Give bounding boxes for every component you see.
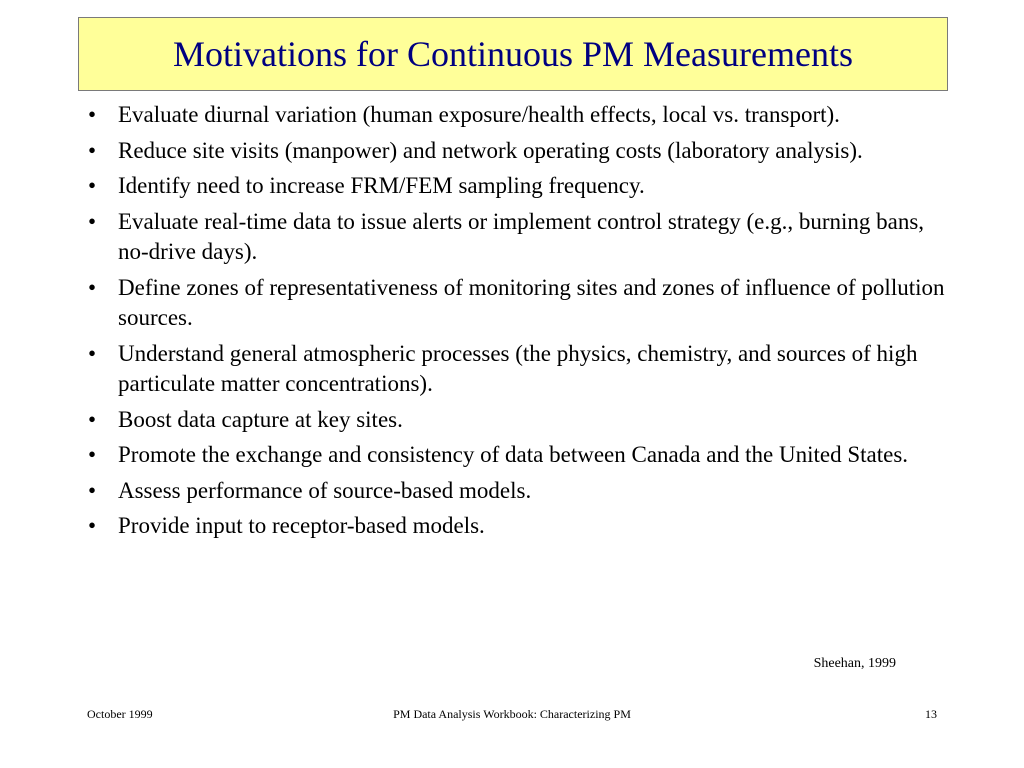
- bullet-dot-icon: •: [88, 477, 97, 503]
- bullet-item: [88, 207, 948, 268]
- bullet-text: Understand general atmospheric processes (the physics, chemistry, and sources of high particulate matter concentrations).: [118, 340, 918, 396]
- bullet-item: [88, 511, 948, 542]
- bullet-item: [88, 405, 948, 436]
- footer-title: PM Data Analysis Workbook: Characterizing PM: [393, 707, 631, 721]
- slide-title: Motivations for Continuous PM Measurements: [173, 34, 853, 74]
- bullet-dot-icon: •: [88, 340, 97, 366]
- bullet-text: Boost data capture at key sites.: [118, 406, 403, 432]
- bullet-item: [88, 100, 948, 131]
- bullet-item: [88, 476, 948, 507]
- bullet-dot-icon: •: [88, 173, 97, 198]
- bullet-dot-icon: •: [88, 137, 97, 163]
- bullet-item: [88, 440, 948, 471]
- citation: Sheehan, 1999: [813, 656, 896, 671]
- bullet-dot-icon: •: [88, 406, 97, 432]
- footer-date: October 1999: [87, 707, 153, 721]
- bullet-item: [88, 136, 948, 167]
- title-box: [78, 17, 948, 91]
- bullet-item: [88, 273, 948, 334]
- bullet-text: Define zones of representativeness of monitoring sites and zones of influence of pollution sources.: [118, 274, 945, 330]
- bullet-list: [88, 100, 948, 547]
- bullet-dot-icon: •: [88, 513, 97, 538]
- bullet-item: [88, 171, 948, 202]
- bullet-text: Evaluate real-time data to issue alerts or implement control strategy (e.g., burning bans, no-drive days).: [118, 208, 925, 264]
- bullet-dot-icon: •: [88, 102, 97, 127]
- bullet-dot-icon: •: [88, 274, 97, 300]
- bullet-text: Reduce site visits (manpower) and network operating costs (laboratory analysis).: [118, 137, 863, 163]
- bullet-text: Promote the exchange and consistency of data between Canada and the United States.: [118, 442, 909, 467]
- bullet-dot-icon: •: [88, 442, 97, 467]
- bullet-item: [88, 339, 948, 400]
- bullet-text: Provide input to receptor-based models.: [118, 513, 485, 538]
- bullet-text: Assess performance of source-based models.: [118, 477, 532, 503]
- bullet-text: Identify need to increase FRM/FEM sampling frequency.: [118, 173, 645, 198]
- page-number: 13: [925, 707, 937, 721]
- bullet-text: Evaluate diurnal variation (human exposure/health effects, local vs. transport).: [118, 102, 840, 127]
- bullet-dot-icon: •: [88, 208, 97, 234]
